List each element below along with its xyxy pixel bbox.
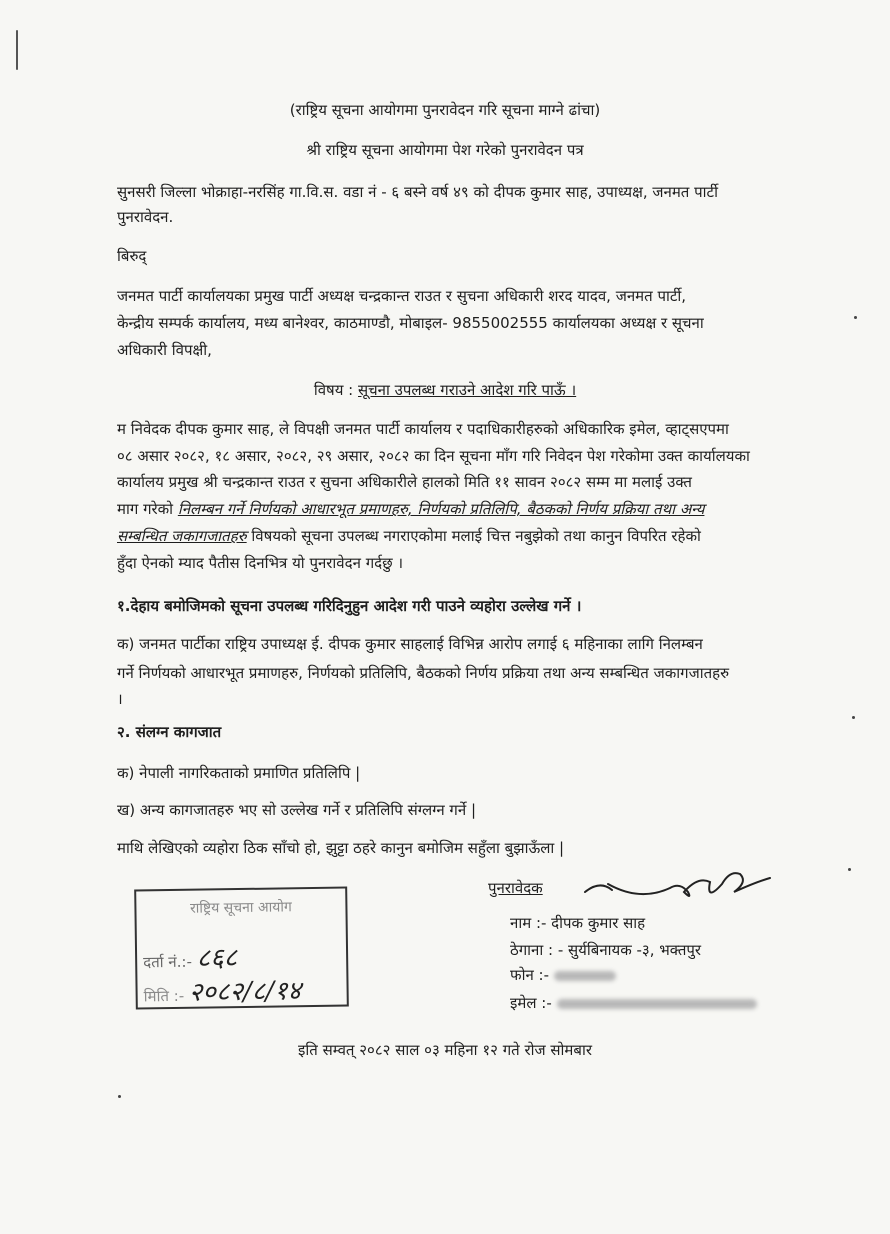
against-label: बिरुद् — [117, 247, 147, 265]
signatory-address: ठेगाना : - सुर्यबिनायक -३, भक्तपुर — [510, 941, 702, 959]
body-line-5 — [117, 526, 827, 546]
signatory-email — [510, 993, 757, 1013]
section-1-item-a-line-1: क) जनमत पार्टीका राष्ट्रिय उपाध्यक्ष ई. दीपक कुमार साहलाई विभिन्न आरोप लगाई ६ महिनाका लागि निलम्बन — [117, 635, 703, 653]
respondent-line-3: अधिकारी विपक्षी, — [117, 341, 212, 359]
respondent-line-2: केन्द्रीय सम्पर्क कार्यालय, मध्य बानेश्वर, काठमाण्डौ, मोबाइल- 9855002555 कार्यालयका अध्यक्ष र सूचना — [117, 314, 704, 332]
stamp-date-row — [143, 971, 301, 1009]
stamp-title: राष्ट्रिय सूचना आयोग — [189, 899, 292, 917]
section-2-item-a: क) नेपाली नागरिकताको प्रमाणित प्रतिलिपि | — [117, 764, 361, 782]
email-label: इमेल :- — [510, 994, 552, 1012]
speck — [854, 316, 857, 319]
margin-mark — [16, 30, 18, 70]
stamp-date-value: २०८२/८/१४ — [188, 976, 302, 1008]
subject-text: सूचना उपलब्ध गराउने आदेश गरि पाऊँ । — [358, 381, 577, 399]
redacted-email — [557, 999, 757, 1009]
subject-prefix: विषय : — [313, 381, 358, 399]
section-1-item-a-line-3: । — [117, 690, 123, 708]
appellant-line-2: पुनरावेदन. — [117, 208, 174, 226]
signatory-name: नाम :- दीपक कुमार साह — [510, 914, 646, 932]
form-format-title: (राष्ट्रिय सूचना आयोगमा पुनरावेदन गरि सूचना माग्ने ढांचा) — [289, 101, 601, 119]
body-line-4-start: माग गरेको — [117, 500, 178, 518]
section-2-heading: २. संलग्न कागजात — [117, 723, 222, 741]
requested-info-underlined: निलम्बन गर्ने निर्णयको आधारभूत प्रमाणहरु, निर्णयको प्रतिलिपि, बैठकको निर्णय प्रक्रिया तथा अन्य — [177, 500, 705, 518]
section-2-item-b: ख) अन्य कागजातहरु भए सो उल्लेख गर्ने र प्रतिलिपि संग्लग्न गर्ने | — [117, 801, 477, 819]
appellant-line-1: सुनसरी जिल्ला भोक्राहा-नरसिंह गा.वि.स. वडा नं - ६ बस्ने वर्ष ४९ को दीपक कुमार साह, उपाध्यक्ष, जनमत पार्टी — [117, 183, 718, 201]
requested-info-underlined-end: सम्बन्धित जकागजातहरु — [117, 527, 247, 545]
respondent-line-1: जनमत पार्टी कार्यालयका प्रमुख पार्टी अध्यक्ष चन्द्रकान्त राउत र सुचना अधिकारी शरद यादव, जनमत पार्टी, — [117, 287, 687, 305]
stamp-registration-row — [143, 938, 238, 975]
document-title: श्री राष्ट्रिय सूचना आयोगमा पेश गरेको पुनरावेदन पत्र — [306, 141, 584, 159]
footer-date: इति सम्वत् २०८२ साल ०३ महिना १२ गते रोज सोमबार — [298, 1041, 592, 1059]
speck — [852, 716, 855, 719]
body-line-5-rest: विषयको सूचना उपलब्ध नगराएकोमा मलाई चित्त नबुझेको तथा कानुन विपरित रहेको — [246, 527, 701, 545]
body-line-3: कार्यालय प्रमुख श्री चन्द्रकान्त राउत र सुचना अधिकारीले हालको मिति ११ सावन २०८२ सम्म मा मलाई उक्त — [117, 473, 692, 491]
body-line-4 — [117, 499, 827, 519]
body-line-1: म निवेदक दीपक कुमार साह, ले विपक्षी जनमत पार्टी कार्यालय र पदाधिकारीहरुको अधिकारिक इमेल, व्हाट्सएपमा — [117, 420, 729, 438]
handwritten-signature — [580, 862, 780, 912]
subject-line — [0, 380, 890, 400]
section-1-heading: १.देहाय बमोजिमको सूचना उपलब्ध गरिदिनुहुन आदेश गरी पाउने व्यहोरा उल्लेख गर्ने । — [117, 597, 582, 615]
stamp-registration-label: दर्ता नं.:- — [143, 952, 193, 972]
declaration: माथि लेखिएको व्यहोरा ठिक साँचो हो, झुट्टा ठहरे कानुन बमोजिम सहुँला बुझाऊँला | — [117, 839, 565, 857]
appellant-signature-label: पुनरावेदक — [488, 879, 543, 897]
redacted-phone — [554, 971, 616, 981]
section-1-item-a-line-2: गर्ने निर्णयको आधारभूत प्रमाणहरु, निर्णयको प्रतिलिपि, बैठकको निर्णय प्रक्रिया तथा अन्य सम्बन्धित जकागजातहरु — [117, 664, 730, 682]
phone-label: फोन :- — [510, 966, 550, 984]
stamp-registration-number: ८६८ — [196, 943, 238, 974]
stamp-date-label: मिति :- — [143, 986, 185, 1006]
body-line-2: ०८ असार २०८२, १८ असार, २०८२, २९ असार, २०८२ का दिन सूचना माँग गरि निवेदन पेश गरेकोमा उक्त कार्यालयका — [117, 447, 750, 465]
registration-stamp — [134, 887, 349, 1010]
body-line-6: हुँदा ऐनको म्याद पैतीस दिनभित्र यो पुनरावेदन गर्दछु । — [117, 554, 404, 572]
speck — [848, 868, 851, 871]
speck — [118, 1095, 121, 1098]
signatory-phone — [510, 965, 616, 985]
